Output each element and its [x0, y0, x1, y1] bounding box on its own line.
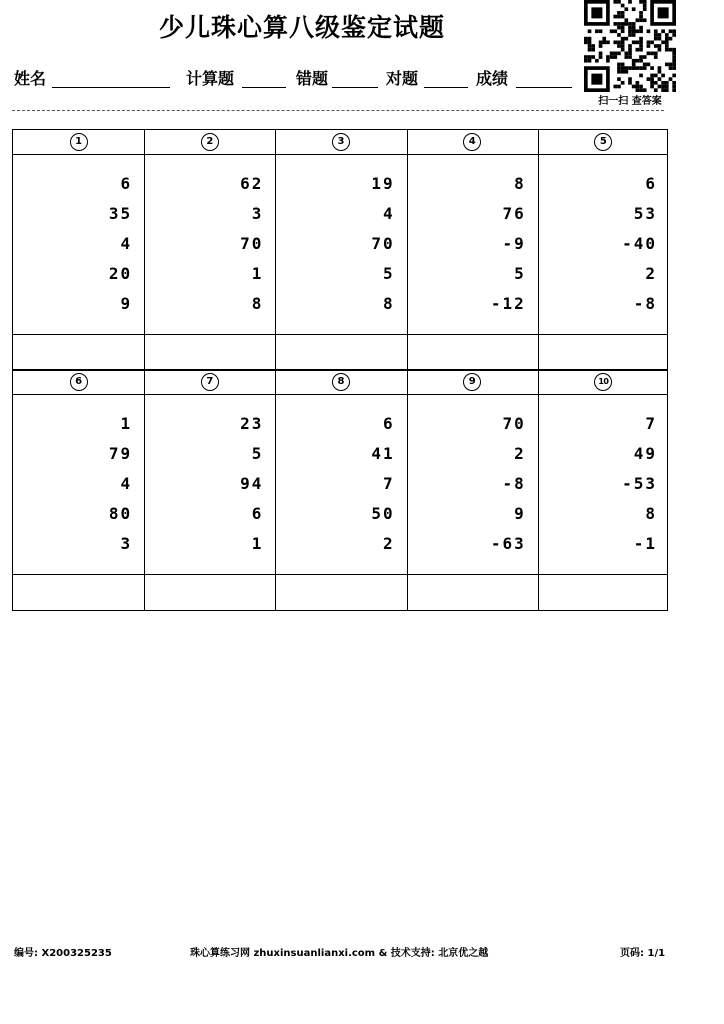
addend-value: 70 — [240, 234, 264, 253]
addend-value: 5 — [251, 444, 264, 463]
problem-number: 9 — [463, 373, 481, 391]
score-field[interactable] — [516, 87, 572, 88]
addend-value: 3 — [120, 534, 133, 553]
addend-value: 3 — [251, 204, 264, 223]
addend-value: -9 — [502, 234, 526, 253]
answer-cell[interactable] — [275, 334, 406, 369]
addend-value: -40 — [622, 234, 657, 253]
addend-value: 23 — [240, 414, 264, 433]
addend-value: 70 — [502, 414, 526, 433]
answer-cell[interactable] — [144, 574, 275, 609]
problem-number: 4 — [463, 133, 481, 151]
page-title: 少儿珠心算八级鉴定试题 — [158, 13, 445, 42]
right-label: 对题 — [386, 69, 419, 88]
addend-value: 70 — [371, 234, 395, 253]
addend-value: 7 — [645, 414, 657, 433]
count-field[interactable] — [242, 87, 286, 88]
problem-grid — [12, 369, 668, 611]
addend-value: 9 — [120, 294, 133, 313]
addend-value: 6 — [120, 174, 133, 193]
problem-number: 7 — [201, 373, 219, 391]
problem-number: 10 — [594, 373, 612, 391]
problem-number: 1 — [70, 133, 88, 151]
footer-code: 编号: X200325235 — [14, 948, 112, 959]
addend-value: 94 — [240, 474, 264, 493]
addend-value: -63 — [490, 534, 526, 553]
problem-grid — [12, 129, 668, 371]
addend-value: 1 — [251, 264, 264, 283]
addend-value: -8 — [633, 294, 657, 313]
problem-number: 6 — [70, 373, 88, 391]
addend-value: 62 — [240, 174, 264, 193]
addend-value: 6 — [382, 414, 395, 433]
problem-number: 8 — [332, 373, 350, 391]
right-field[interactable] — [424, 87, 468, 88]
addend-value: -8 — [502, 474, 526, 493]
addend-value: 5 — [514, 264, 526, 283]
problem-number: 2 — [201, 133, 219, 151]
addend-value: 79 — [108, 444, 133, 463]
addend-value: 2 — [514, 444, 526, 463]
name-label: 姓名 — [14, 69, 47, 88]
count-label: 计算题 — [186, 69, 235, 88]
addend-value: 8 — [514, 174, 526, 193]
footer-site: 珠心算练习网 zhuxinsuanlianxi.com & 技术支持: 北京优之越 — [190, 948, 489, 959]
addend-value: 6 — [251, 504, 264, 523]
score-label: 成绩 — [476, 69, 509, 88]
addend-value: 7 — [382, 474, 395, 493]
answer-cell[interactable] — [144, 334, 275, 369]
addend-value: 35 — [108, 204, 133, 223]
qr-code[interactable] — [584, 0, 676, 92]
addend-value: 4 — [382, 204, 395, 223]
addend-value: 2 — [382, 534, 395, 553]
addend-value: 50 — [371, 504, 395, 523]
addend-value: 8 — [251, 294, 264, 313]
wrong-label: 错题 — [296, 69, 329, 88]
addend-value: 8 — [382, 294, 395, 313]
answer-cell[interactable] — [538, 574, 669, 609]
addend-value: -1 — [633, 534, 657, 553]
addend-value: 5 — [382, 264, 395, 283]
qr-caption: 扫一扫 查答案 — [598, 96, 662, 107]
addend-value: 6 — [645, 174, 657, 193]
addend-value: 9 — [514, 504, 526, 523]
answer-cell[interactable] — [407, 574, 538, 609]
addend-value: 4 — [120, 234, 133, 253]
addend-value: 76 — [502, 204, 526, 223]
answer-cell[interactable] — [275, 574, 406, 609]
wrong-field[interactable] — [332, 87, 378, 88]
addend-value: 49 — [633, 444, 657, 463]
addend-value: 2 — [645, 264, 657, 283]
answer-cell[interactable] — [407, 334, 538, 369]
addend-value: 53 — [633, 204, 657, 223]
addend-value: -12 — [490, 294, 526, 313]
addend-value: 41 — [371, 444, 395, 463]
name-field[interactable] — [52, 87, 170, 88]
addend-value: 4 — [120, 474, 133, 493]
addend-value: 1 — [251, 534, 264, 553]
addend-value: 8 — [645, 504, 657, 523]
answer-cell[interactable] — [13, 334, 144, 369]
addend-value: 1 — [120, 414, 133, 433]
footer-page: 页码: 1/1 — [620, 948, 666, 959]
addend-value: 20 — [108, 264, 133, 283]
answer-cell[interactable] — [538, 334, 669, 369]
addend-value: 19 — [371, 174, 395, 193]
problem-number: 3 — [332, 133, 350, 151]
answer-cell[interactable] — [13, 574, 144, 609]
addend-value: -53 — [622, 474, 657, 493]
addend-value: 80 — [108, 504, 133, 523]
problem-number: 5 — [594, 133, 612, 151]
cut-divider — [12, 110, 664, 111]
